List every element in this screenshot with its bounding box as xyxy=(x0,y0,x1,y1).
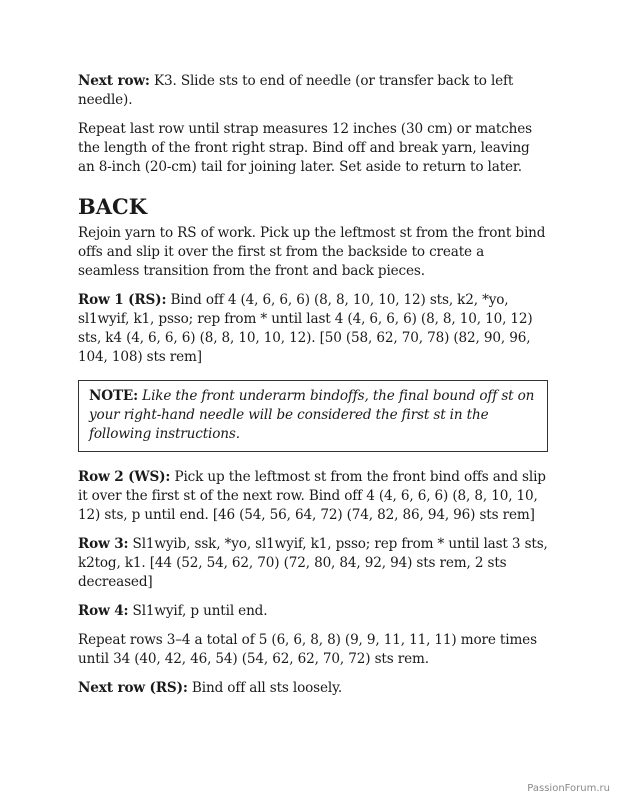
row-text: Sl1wyif, p until end. xyxy=(128,603,268,619)
note-box xyxy=(78,380,548,452)
watermark: PassionForum.ru xyxy=(527,783,610,794)
row-text: K3. Slide sts to end of needle (or transfer back to left needle). xyxy=(78,73,514,108)
instruction-row-2 xyxy=(78,468,548,525)
instruction-final-row xyxy=(78,679,548,698)
instruction-row-4 xyxy=(78,602,548,621)
row-label: Row 4: xyxy=(78,603,129,619)
paragraph-text: Repeat last row until strap measures 12 inches (30 cm) or matches the length of the front right strap. Bind off and break yarn, leaving an 8-inch (20-cm) tail for joining later. Set aside to return to later. xyxy=(78,121,533,175)
section-heading-back: BACK xyxy=(78,194,148,219)
row-text: Sl1wyib, ssk, *yo, sl1wyif, k1, psso; rep from * until last 3 sts, k2tog, k1. [44 (52, 54, 62, 70) (72, 80, 84, 92, 94) sts rem, 2 sts decreased] xyxy=(78,536,548,590)
row-label: Row 1 (RS): xyxy=(78,292,167,308)
back-intro: Rejoin yarn to RS of work. Pick up the leftmost st from the front bind offs and slip it over the first st from the backside to create a seamless transition from the front and back pieces. xyxy=(78,225,546,279)
instruction-next-row xyxy=(78,72,548,110)
row-text: Pick up the leftmost st from the front bind offs and slip it over the first st of the next row. Bind off 4 (4, 6, 6, 6) (8, 8, 10, 10, 12) sts, p until end. [46 (54, 56, 64, 72) (74, 82, 86, 94, 96) sts rem] xyxy=(78,469,546,523)
note-text: Like the front underarm bindoffs, the final bound off st on your right-hand needle will be considered the first st in the following instructions. xyxy=(89,388,535,442)
document-page xyxy=(78,72,548,708)
row-text: Bind off 4 (4, 6, 6, 6) (8, 8, 10, 10, 12) sts, k2, *yo, sl1wyif, k1, psso; rep from * until last 4 (4, 6, 6, 6) (8, 8, 10, 10, 12) sts, k4 (4, 6, 6, 6) (8, 8, 10, 10, 12). [50 (58, 62, 70, 78) (82, 90, 96, 104, 108) sts rem] xyxy=(78,292,533,365)
note-label: NOTE: xyxy=(89,388,139,404)
instruction-row-3 xyxy=(78,535,548,592)
row-text: Bind off all sts loosely. xyxy=(187,680,342,696)
instruction-repeat-rows xyxy=(78,631,548,669)
paragraph-text: Repeat rows 3–4 a total of 5 (6, 6, 8, 8) (9, 9, 11, 11, 11) more times until 34 (40, 42, 46, 54) (54, 62, 62, 70, 72) sts rem. xyxy=(78,632,537,667)
row-label: Next row (RS): xyxy=(78,680,188,696)
row-label: Row 3: xyxy=(78,536,129,552)
instruction-row-1 xyxy=(78,291,548,367)
row-label: Row 2 (WS): xyxy=(78,469,171,485)
row-label: Next row: xyxy=(78,73,150,89)
instruction-repeat-strap xyxy=(78,120,548,177)
